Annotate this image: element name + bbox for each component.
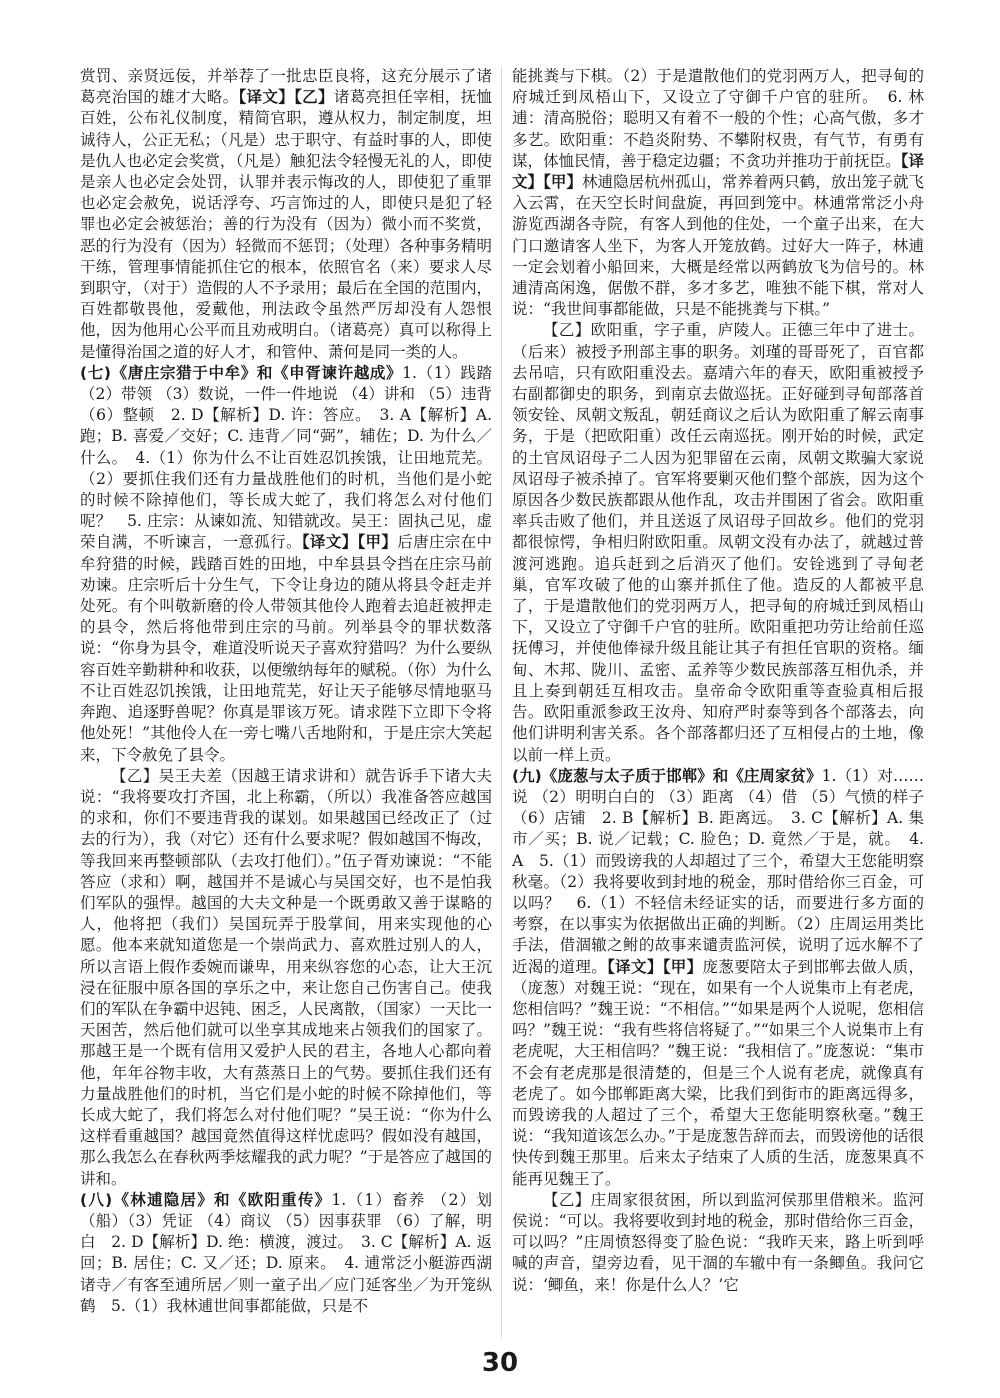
section-9: (九)《庞葱与太子质于邯郸》和《庄周家贫》1.（1）对……说 （2）明明白白的 （3）距离 （4）借 （5）气愤的样子 （6）店铺 2. B【解析】B. 距离远。 3. C【解析】A. 集市／买；B. 说／记载；C. 脸色；D. 竟然／于是，就。 4. A 5.（1）而毁谤我的人却超过了三个，希望大王您能明察秋毫。（2）我将要收到封地的税金，那时借给你三百金，可以吗？ 6.（1）不轻信未经证实的话，而要进行多方面的考察，在以事实为依据做出正确的判断。（2）庄周运用类比手法，借涸辙之鲋的故事来谴责监河侯，说明了远水解不了近渴的道理。【译文】【甲】庞葱要陪太子到邯郸去做人质，（庞葱）对魏王说：“现在，如果有一个人说集市上有老虎，您相信吗？”魏王说：“不相信。”“如果是两个人说呢，您相信吗？”魏王说：“我有些将信将疑了。”“如果三个人说集市上有老虎呢，大王相信吗？”魏王说：“我相信了。”庞葱说：“集市不会有老虎那是很清楚的，但是三个人说有老虎，就像真有老虎了。如今邯郸距离大梁，比我们到街市的距离远得多，而毁谤我的人超过了三个，希望大王您能明察秋毫。”魏王说：“我知道该怎么办。”于是庞葱告辞而去，而毁谤他的话很快传到魏王那里。后来太子结束了人质的生活，庞葱果真不能再见魏王了。 xyxy=(512,766,924,1188)
section-title: (九)《庞葱与太子质于邯郸》和《庄周家贫》 xyxy=(512,766,822,785)
translation-tag: 【译文】【乙】 xyxy=(238,88,334,107)
answers: 1.（1）践踏 （2）带领 （3）数说，一件一件地说 （4）讲和 （5）违背 （6）整顿 2. D【解析】D. 许：答应。 3. A【解析】A. 跑；B. 喜爱／交好；C. 违背／同“弼”，辅佐；D. 为什么／什么。 4.（1）你为什么不让百姓忍饥挨饿，让田地荒芜。（2）要抓住我们还有力量战胜他们的时机，当他们是小蛇的时候不除掉他们，等长成大蛇了，我们将怎么对付他们呢？ 5. 庄宗：从谏如流、知错就改。吴王：固执己见，虚荣自满，不听谏言，一意孤行。 xyxy=(80,363,492,552)
section-7: (七)《唐庄宗猎于中牟》和《申胥谏许越成》1.（1）践踏 （2）带领 （3）数说，一件一件地说 （4）讲和 （5）违背 （6）整顿 2. D【解析】D. 许：答应。 3. A【解析】A. 跑；B. 喜爱／交好；C. 违背／同“弼”，辅佐；D. 为什么／什么。 4.（1）你为什么不让百姓忍饥挨饿，让田地荒芜。（2）要抓住我们还有力量战胜他们的时机，当他们是小蛇的时候不除掉他们，等长成大蛇了，我们将怎么对付他们呢？ 5. 庄宗：从谏如流、知错就改。吴王：固执己见，虚荣自满，不听谏言，一意孤行。【译文】【甲】后唐庄宗在中牟狩猎的时候，践踏百姓的田地，中牟县县令挡在庄宗马前劝谏。庄宗听后十分生气，下令让身边的随从将县令赶走并处死。有个叫敬新磨的伶人带领其他伶人跑着去追赶被押走的县令，然后将他带到庄宗的马前。列举县令的罪状数落说：“你身为县令，难道没听说天子喜欢狩猎吗？为什么要纵容百姓辛勤耕种和收获，以便缴纳每年的赋税。（你）为什么不让百姓忍饥挨饿，让田地荒芜，好让天子能够尽情地驱马奔跑、追逐野兽呢？你真是罪该万死。请求陛下立即下令将他处死！”其他伶人在一旁七嘴八舌地附和，于是庄宗大笑起来，下令赦免了县令。 xyxy=(80,363,492,764)
translation-tag: 【译文】【甲】 xyxy=(512,151,924,192)
answers: 1.（1）畜养 （2）划（船）（3）凭证 （4）商议 （5）因事获罪 （6）了解，明白 2. D【解析】D. 绝：横渡，渡过。 3. C【解析】A. 返回；B. 居住；C. 又／还；D. 原来。 4. 逋常泛小艇游西湖诸寺／有客至逋所居／则一童子出／应门延客坐／为开笼纵鹤 5.（1）我林逋世间事都能做，只是不 xyxy=(80,1190,492,1315)
left-column xyxy=(80,66,492,1338)
paragraph: 能挑粪与下棋。（2）于是遣散他们的党羽两万人，把寻甸的府城迁到凤梧山下，又设立了守御千户官的驻所。 6. 林逋：清高脱俗；聪明又有着不一般的个性；心高气傲，多才多艺。欧阳重：不趋炎附势、不攀附权贵，有气节，有勇有谋，体恤民情，善于稳定边疆；不贪功并推功于前抚臣。【译文】【甲】林逋隐居杭州孤山，常养着两只鹤，放出笼子就飞入云霄，在天空长时间盘旋，再回到笼中。林逋常常泛小舟游览西湖各寺院，有客人到他的住处，一个童子出来，在大门口邀请客人坐下，为客人开笼放鹤。过好大一阵子，林逋一定会划着小船回来，大概是经常以两鹤放飞为信号的。林逋清高闲逸，倨傲不群，多才多艺，唯独不能下棋，常对人说：“我世间事都能做，只是不能挑粪与下棋。” xyxy=(512,67,924,319)
translation-tag: 【译文】【甲】 xyxy=(607,957,703,976)
answers: 1.（1）对……说 （2）明明白白的 （3）距离 （4）借 （5）气愤的样子 （6）店铺 2. B【解析】B. 距离远。 3. C【解析】A. 集市／买；B. 说／记载；C. 脸色；D. 竟然／于是，就。 4. A 5.（1）而毁谤我的人却超过了三个，希望大王您能明察秋毫。（2）我将要收到封地的税金，那时借给你三百金，可以吗？ 6.（1）不轻信未经证实的话，而要进行多方面的考察，在以事实为依据做出正确的判断。（2）庄周运用类比手法，借涸辙之鲋的故事来谴责监河侯，说明了远水解不了近渴的道理。 xyxy=(512,766,924,976)
paragraph: 【乙】庄周家很贫困，所以到监河侯那里借粮米。监河侯说：“可以。我将要收到封地的税金，那时借给你三百金，可以吗？”庄周愤怒得变了脸色说：“我昨天来，路上听到呼喊的声音，望旁边看，见干涸的车辙中有一条鲫鱼。我问它说：‘鲫鱼，来！你是什么人？’它 xyxy=(512,1190,924,1294)
translation-tag: 【译文】【甲】 xyxy=(301,533,398,552)
column-divider xyxy=(501,66,502,1338)
section-title: (七)《唐庄宗猎于中牟》和《申胥谏许越成》 xyxy=(80,363,403,382)
paragraph: 【乙】欧阳重，字子重，庐陵人。正德三年中了进士。（后来）被授予刑部主事的职务。刘瑾的哥哥死了，百官都去吊唁，只有欧阳重没去。嘉靖六年的春天，欧阳重被授予右副都御史的职务，到南京去做巡抚。正好碰到寻甸部落首领安铨、凤朝文叛乱，朝廷商议之后认为欧阳重了解云南事务，于是（把欧阳重）改任云南巡抚。刚开始的时候，武定的土官凤诏母子二人因为犯罪留在云南，凤朝文欺骗大家说凤诏母子被杀掉了。官军将要剿灭他们整个部族，因为这个原因各少数民族都跟从他作乱，攻击并围困了省会。欧阳重率兵击败了他们，并且送返了凤诏母子回故乡。他们的党羽都很惊愕，争相归附欧阳重。凤朝文没有办法了，就越过普渡河逃跑。追兵赶到之后消灭了他们。安铨逃到了寻甸老巢，官军攻破了他的山寨并抓住了他。造反的人都被平息了，于是遣散他们的党羽两万人，把寻甸的府城迁到凤梧山下，又设立了守御千户官的驻所。欧阳重把功劳让给前任巡抚傅习，并使他俸禄升级且能让其子有担任官职的资格。缅甸、木邦、陇川、孟密、孟养等少数民族部落互相仇杀，并且上奏到朝廷互相攻击。皇帝命令欧阳重等查验真相后报告。欧阳重派参政王汝舟、知府严时泰等到各个部落去，向他们讲明利害关系。各个部落都归还了互相侵占的土地，像以前一样上贡。 xyxy=(512,321,924,764)
paragraph: 赏罚、亲贤远佞，并举荐了一批忠臣良将，这充分展示了诸葛亮治国的雄才大略。【译文】【乙】诸葛亮担任宰相，抚恤百姓，公布礼仪制度，精简官职，遵从权力，制定制度，坦诚待人，公正无私；（凡是）忠于职守、有益时事的人，即使是仇人也必定会奖赏，（凡是）触犯法令轻慢无礼的人，即使是亲人也必定会处罚，认罪并表示悔改的人，即使犯了重罪也必定会赦免，说话浮夸、巧言饰过的人，即使只是犯了轻罪也必定会被惩治；善的行为没有（因为）微小而不奖赏，恶的行为没有（因为）轻微而不惩罚；（处理）各种事务精明干练，管理事情能抓住它的根本，依照官名（来）要求人尽到职守，（对于）造假的人不予录用；最后在全国的范围内，百姓都敬畏他，爱戴他，刑法政令虽然严厉却没有人怨恨他，因为他用心公平而且劝戒明白。（诸葛亮）真可以称得上是懂得治国之道的好人才，和管仲、萧何是同一类的人。 xyxy=(80,67,492,361)
section-title: (八)《林逋隐居》和《欧阳重传》 xyxy=(80,1190,332,1209)
right-column xyxy=(512,66,924,1338)
paragraph: 【乙】吴王夫差（因越王请求讲和）就告诉手下诸大夫说：“我将要攻打齐国，北上称霸，（所以）我准备答应越国的求和，你们不要违背我的谋划。如果越国已经改正了（过去的行为），我（对它）还有什么要求呢？假如越国不悔改，等我回来再整顿部队（去攻打他们）。”伍子胥劝谏说：“不能答应（求和）啊，越国并不是诚心与吴国交好，也不是怕我们军队的强悍。越国的大夫文种是一个既勇敢又善于谋略的人，他将把（我们）吴国玩弄于股掌间，用来实现他的心愿。他本来就知道您是一个崇尚武力、喜欢胜过别人的人，所以言语上假作委婉而谦卑，用来纵容您的心态，让大王沉浸在征服中原各国的享乐之中，来让您自己伤害自己。使我们的军队在争霸中迟钝、困乏，人民离散，（国家）一天比一天困苦，然后他们就可以坐享其成地来占领我们的国家了。那越王是一个既有信用又爱护人民的君主，各地人心都向着他，年年谷物丰收，大有蒸蒸日上的气势。要抓住我们还有力量战胜他们的时机，当它们是小蛇的时候不除掉他们，等长成大蛇了，我们将怎么对付他们呢？”吴王说：“你为什么这样看重越国？越国竟然值得这样忧虑吗？假如没有越国，那么我怎么在春秋两季炫耀我的武力呢？”于是答应了越国的讲和。 xyxy=(80,766,492,1188)
section-8 xyxy=(80,1190,492,1317)
page-number: 30 xyxy=(481,1348,519,1378)
